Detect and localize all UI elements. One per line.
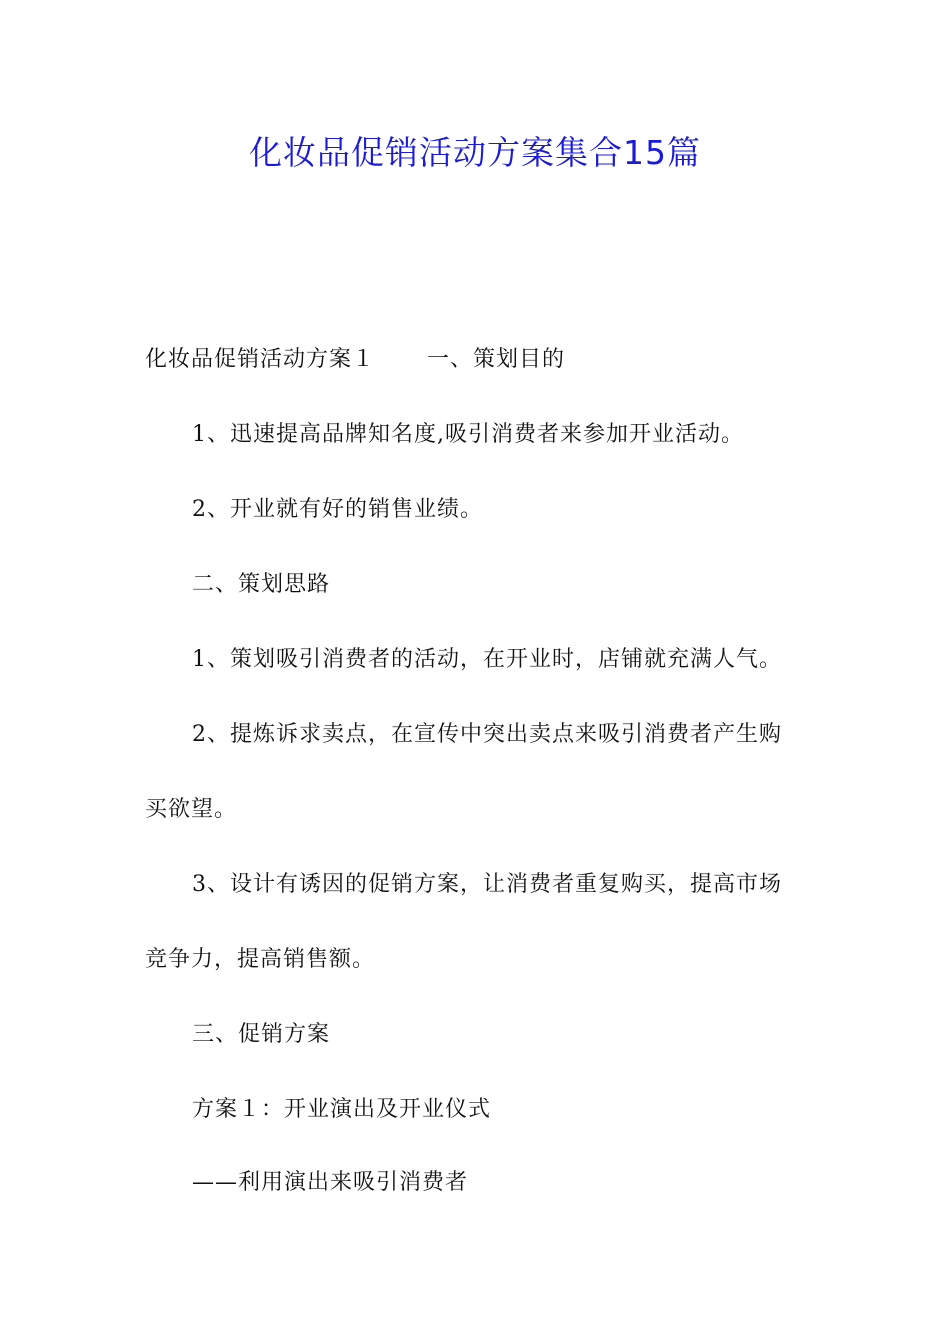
paragraph-line: 1、策划吸引消费者的活动，在开业时，店铺就充满人气。 xyxy=(192,647,782,672)
plan-heading: 化妆品促销活动方案１ xyxy=(145,347,376,372)
paragraph-line: ——利用演出来吸引消费者 xyxy=(192,1170,469,1195)
paragraph-line: 买欲望。 xyxy=(145,797,238,822)
paragraph-line: 1、迅速提高品牌知名度,吸引消费者来参加开业活动。 xyxy=(192,422,744,447)
paragraph-line: 3、设计有诱因的促销方案，让消费者重复购买，提高市场 xyxy=(192,872,782,897)
section-heading xyxy=(145,345,815,375)
section-one-heading: 一、策划目的 xyxy=(427,347,566,372)
paragraph-line: 2、开业就有好的销售业绩。 xyxy=(192,497,483,522)
section-heading: 三、促销方案 xyxy=(192,1022,331,1047)
paragraph-line: 竞争力，提高销售额。 xyxy=(145,947,376,972)
document-title: 化妆品促销活动方案集合15篇 xyxy=(249,133,701,172)
paragraph-line: 方案１：开业演出及开业仪式 xyxy=(192,1097,492,1122)
section-heading: 二、策划思路 xyxy=(192,572,331,597)
paragraph-line: 2、提炼诉求卖点，在宣传中突出卖点来吸引消费者产生购 xyxy=(192,722,782,747)
